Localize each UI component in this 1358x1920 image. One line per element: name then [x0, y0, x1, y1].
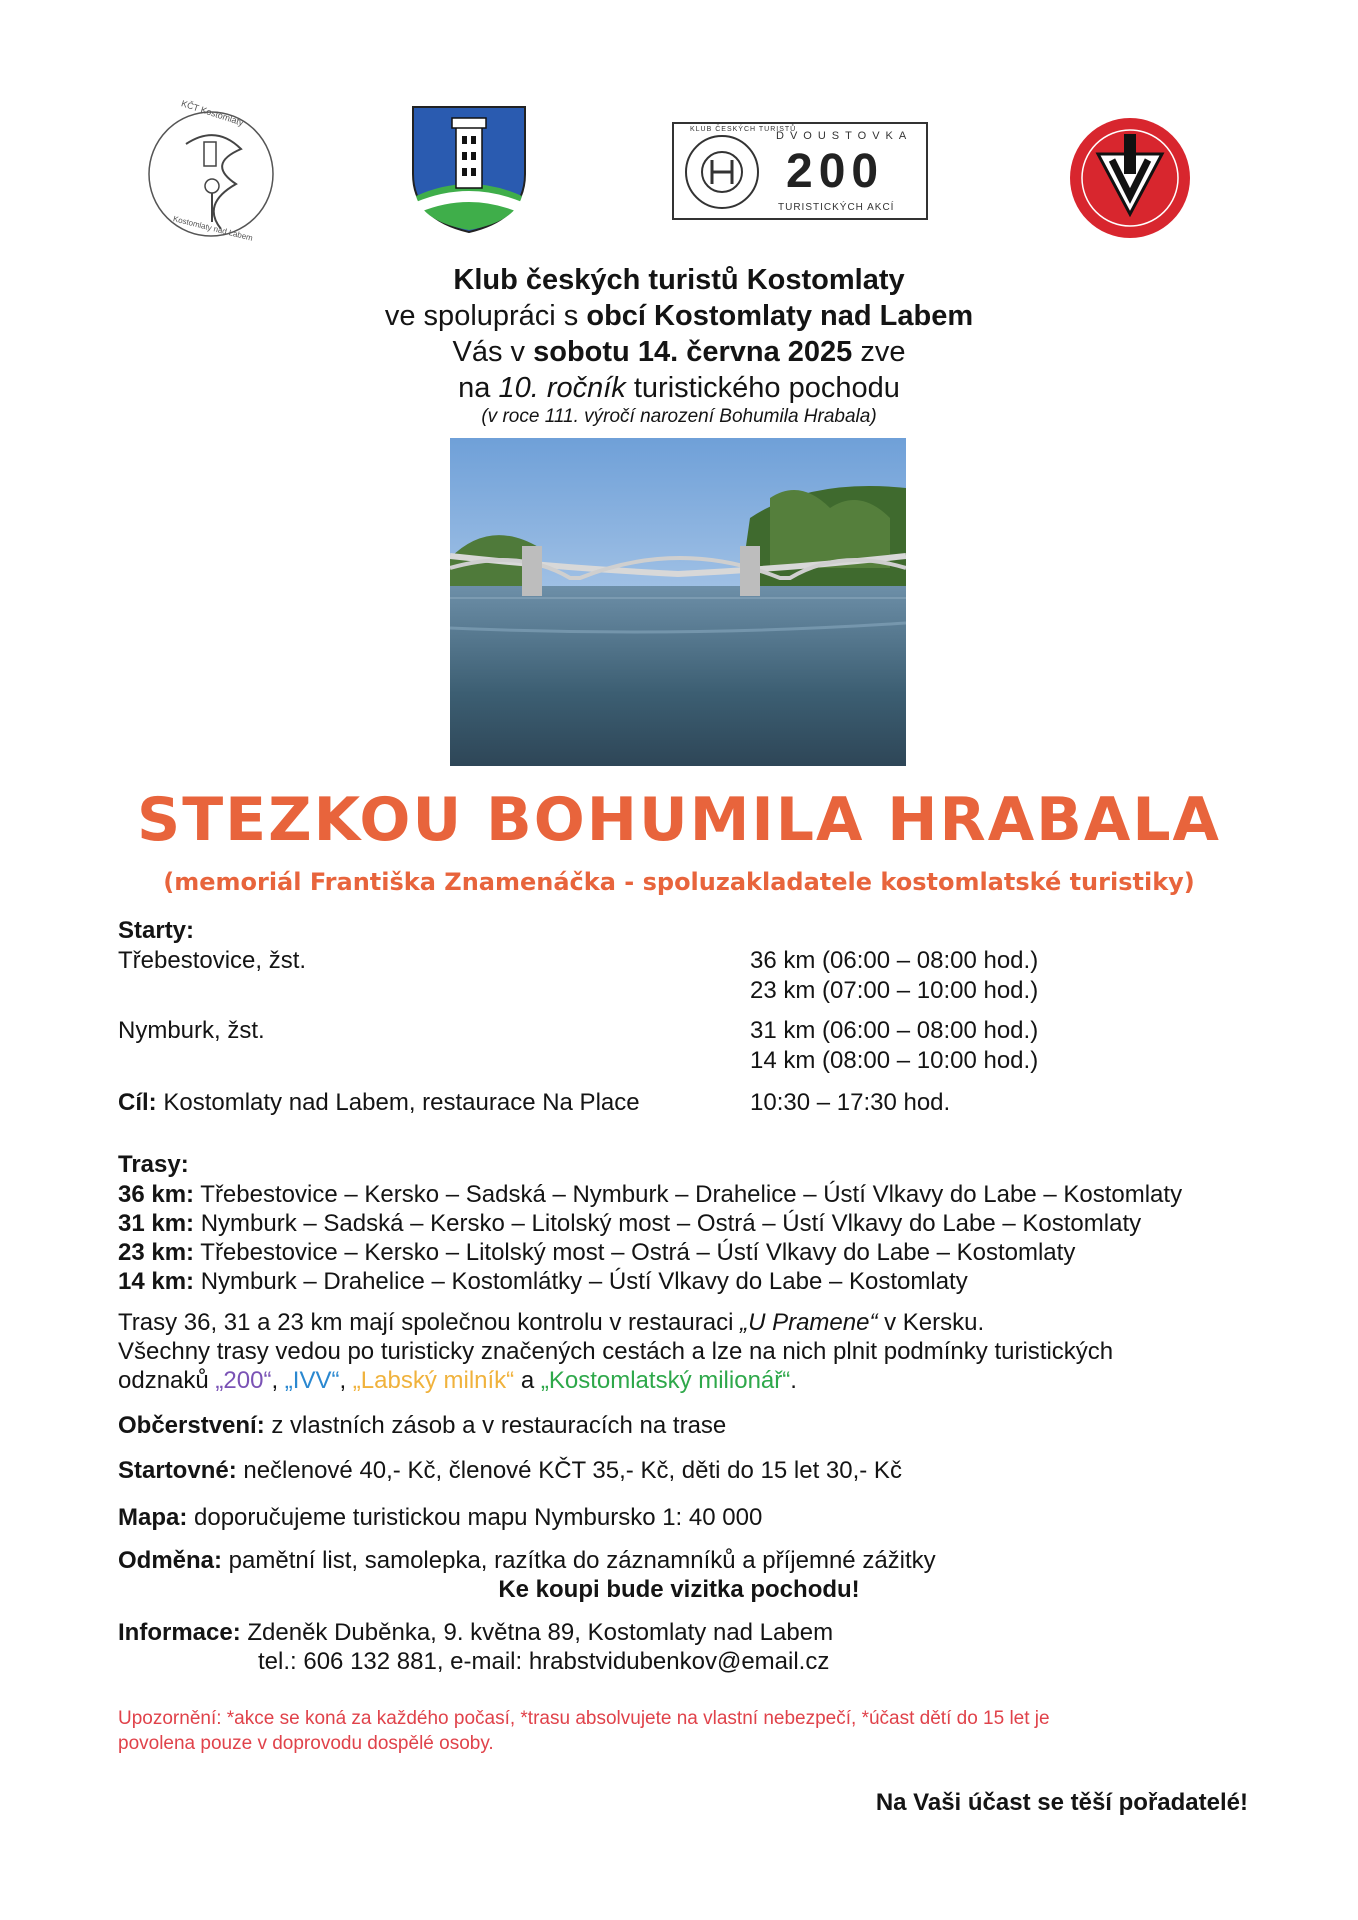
route-23km	[118, 1238, 1075, 1268]
finish-place: Kostomlaty nad Labem, restaurace Na Place	[156, 1089, 640, 1116]
finish-time: 10:30 – 17:30 hod.	[750, 1089, 951, 1116]
contact-line	[118, 1618, 833, 1648]
badges-line	[118, 1366, 797, 1396]
badge-top-text: DVOUSTOVKA	[776, 130, 913, 142]
intro-line-4	[0, 370, 1358, 406]
intro-line-3-end: zve	[852, 336, 906, 368]
dvoustovka-200-badge	[672, 122, 928, 220]
intro-line-4-end: turistického pochodu	[625, 372, 900, 404]
control-point-line	[118, 1308, 984, 1338]
badge-200: „200“	[215, 1367, 272, 1394]
ivv-logo	[1068, 116, 1192, 240]
reward-line	[118, 1546, 936, 1576]
routes-heading: Trasy:	[118, 1151, 189, 1178]
reward-text: pamětní list, samolepka, razítka do záznamníků a příjemné zážitky	[222, 1547, 936, 1574]
route-km: 14 km:	[118, 1268, 195, 1295]
badge-kostomlatsky-milionar: „Kostomlatský milionář“	[540, 1367, 791, 1394]
intro-line-3-text: Vás v	[452, 336, 534, 368]
route-km: 23 km:	[118, 1239, 195, 1266]
control-location: v Kersku.	[877, 1309, 985, 1336]
finish-label: Cíl:	[118, 1089, 157, 1116]
start-place-trebestovice: Třebestovice, žst.	[118, 947, 307, 974]
event-subtitle: (memoriál Františka Znamenáčka - spoluzakladatele kostomlatské turistiky)	[163, 868, 1195, 896]
intro-line-2	[0, 298, 1358, 334]
intro-line-4-text: na	[458, 372, 499, 404]
badge-number: 200	[786, 145, 885, 198]
starts-heading: Starty:	[118, 917, 195, 944]
badge-ivv: „IVV“	[284, 1367, 340, 1394]
route-km: 36 km:	[118, 1181, 195, 1208]
kct-ring-icon	[682, 132, 762, 212]
coat-of-arms-logo	[410, 104, 528, 234]
control-restaurant: „U Pramene“	[740, 1309, 878, 1336]
card-for-sale: Ke koupi bude vizitka pochodu!	[498, 1576, 860, 1603]
map-text: doporučujeme turistickou mapu Nymbursko 1: 40 000	[187, 1504, 763, 1531]
refreshments-label: Občerstvení:	[118, 1412, 265, 1439]
start-time-36km: 36 km (06:00 – 08:00 hod.)	[750, 947, 1039, 974]
fee-label: Startovné:	[118, 1457, 237, 1484]
route-31km	[118, 1209, 1141, 1239]
refreshments-text: z vlastních zásob a v restauracích na trase	[264, 1412, 727, 1439]
reward-label: Odměna:	[118, 1547, 223, 1574]
contact-label: Informace:	[118, 1619, 241, 1646]
event-date: sobotu 14. června 2025	[533, 336, 853, 368]
event-title: STEZKOU BOHUMILA HRABALA	[137, 785, 1221, 855]
badge-separator: ,	[339, 1367, 353, 1394]
map-line	[118, 1503, 762, 1533]
start-time-14km: 14 km (08:00 – 10:00 hod.)	[750, 1047, 1039, 1074]
kct-ring-top-text: KČT Kostomlaty	[180, 98, 245, 128]
route-path: Nymburk – Drahelice – Kostomlátky – Ústí Vlkavy do Labe – Kostomlaty	[194, 1268, 968, 1295]
marked-trails-line: Všechny trasy vedou po turisticky značených cestách a lze na nich plnit podmínky turistických	[118, 1338, 1114, 1365]
fee-line	[118, 1456, 902, 1486]
route-path: Nymburk – Sadská – Kersko – Litolský most – Ostrá – Ústí Vlkavy do Labe – Kostomlaty	[194, 1210, 1142, 1237]
control-text: Trasy 36, 31 a 23 km mají společnou kontrolu v restauraci	[118, 1309, 741, 1336]
club-name: Klub českých turistů Kostomlaty	[453, 264, 905, 296]
kct-ring-bottom-text: Kostomlaty nad Labem	[172, 214, 254, 243]
route-path: Třebestovice – Kersko – Sadská – Nymburk – Drahelice – Ústí Vlkavy do Labe – Kostomlaty	[194, 1181, 1183, 1208]
bridge-photo	[450, 438, 906, 766]
warning-line-1: Upozornění: *akce se koná za každého počasí, *trasu absolvujete na vlastní nebezpečí, *účast dětí do 15 let je	[118, 1708, 1050, 1729]
start-time-23km: 23 km (07:00 – 10:00 hod.)	[750, 977, 1039, 1004]
contact-address: Zdeněk Duběnka, 9. května 89, Kostomlaty nad Labem	[240, 1619, 834, 1646]
intro-line-2-text: ve spolupráci s	[384, 300, 587, 332]
route-14km	[118, 1267, 968, 1297]
municipality-name: obcí Kostomlaty nad Labem	[586, 300, 974, 332]
refreshments-line	[118, 1411, 726, 1441]
badge-separator: ,	[271, 1367, 285, 1394]
warning-line-2: povolena pouze v doprovodu dospělé osoby.	[118, 1733, 494, 1754]
badges-end: .	[790, 1367, 797, 1394]
start-place-nymburk: Nymburk, žst.	[118, 1017, 265, 1044]
badge-ring-text: KLUB ČESKÝCH TURISTŮ	[690, 126, 797, 133]
fee-text: nečlenové 40,- Kč, členové KČT 35,- Kč, děti do 15 let 30,- Kč	[236, 1457, 902, 1484]
map-label: Mapa:	[118, 1504, 188, 1531]
edition-number: 10. ročník	[498, 372, 626, 404]
finish-line	[118, 1088, 640, 1118]
route-path: Třebestovice – Kersko – Litolský most – Ostrá – Ústí Vlkavy do Labe – Kostomlaty	[194, 1239, 1076, 1266]
badges-text: odznaků	[118, 1367, 216, 1394]
route-km: 31 km:	[118, 1210, 195, 1237]
contact-phone-email: tel.: 606 132 881, e-mail: hrabstvidubenkov@email.cz	[258, 1648, 830, 1675]
anniversary-note: (v roce 111. výročí narození Bohumila Hrabala)	[481, 406, 877, 427]
closing-line: Na Vaši účast se těší pořadatelé!	[875, 1789, 1248, 1816]
badge-bottom-text: TURISTICKÝCH AKCÍ	[778, 202, 895, 213]
badge-separator: a	[514, 1367, 541, 1394]
intro-line-3	[0, 334, 1358, 370]
route-36km	[118, 1180, 1182, 1210]
badge-labsky-milnik: „Labský milník“	[352, 1367, 515, 1394]
start-time-31km: 31 km (06:00 – 08:00 hod.)	[750, 1017, 1039, 1044]
